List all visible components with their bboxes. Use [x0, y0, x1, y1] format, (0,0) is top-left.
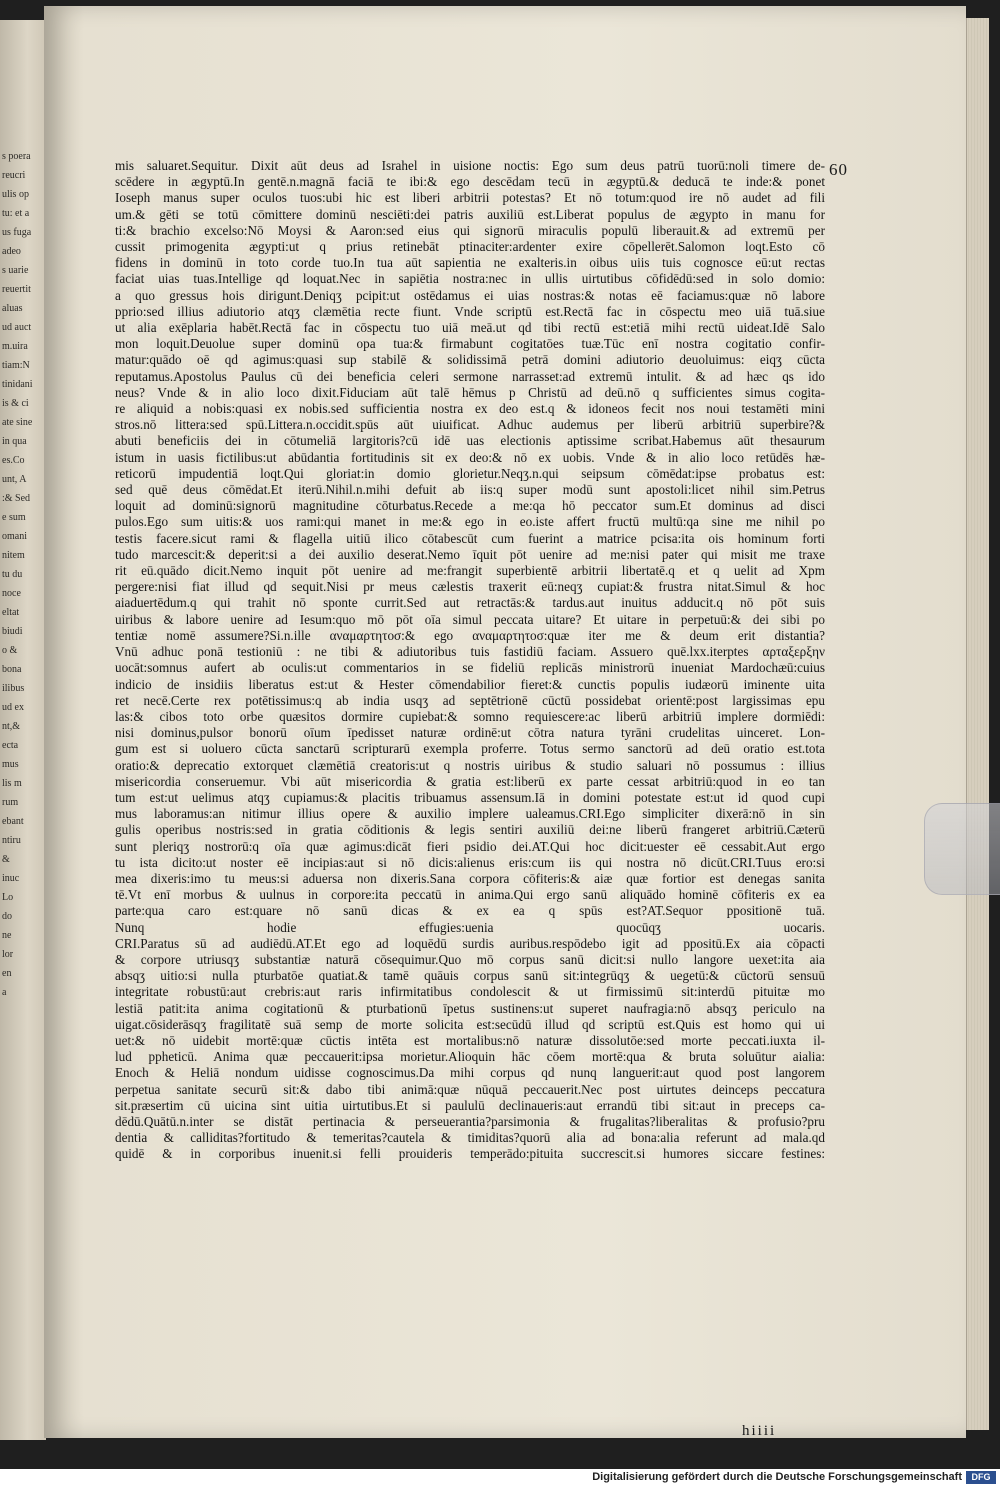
facing-page-fragment: biudi	[2, 626, 23, 637]
facing-page-fragment: s uarie	[2, 265, 29, 276]
facing-page-fragment: lis m	[2, 778, 22, 789]
text-line: & corpore utriusqʒ substantiæ naturā cōsequimur.Quo mō corpus sanū dicit:si nullo langore uexet:ita aia	[115, 951, 825, 967]
facing-page-fragment: &	[2, 854, 10, 865]
text-line: tum est:ut uelimus atqʒ cupiamus:& placitis tribuamus assensum.Iā in domini potestate est:ut id quod cupi	[115, 789, 825, 805]
folio-number: 60	[829, 160, 848, 179]
text-line: nisi dominus,pulsor bonorū oīum īpedisset naturæ ordinē:ut cōtra natura tyrāni crudelitas uinceret. Lon-	[115, 725, 825, 741]
facing-page-fragment: tu: et a	[2, 208, 30, 219]
text-line: testis facere.sicut rami & flagella uitiū ilico cōtabescūt cum fuerint a matrice pcisa:ita ois hominum forti	[115, 530, 825, 546]
facing-page-fragment: tu du	[2, 569, 23, 580]
text-line: scēdere in ægyptū.In gentē.n.magnā faciā te ibi:& ego descēdam tecū in ægyptū.& deducā te inde:& ponet	[115, 174, 825, 190]
text-line: um.& gēti se totū cōmittere dominū nesciēti:dei patris auxiliū est.Liberat populus de ægypto in manu for	[115, 206, 825, 222]
text-line: tē.Vt enī morbus & uulnus in corpore:ita peccatū in anima.Qui ergo sanū aliquādo hominē cōfiteris ex ea	[115, 887, 825, 903]
facing-page-fragment: ilibus	[2, 683, 25, 694]
facing-page-fragment: nt,&	[2, 721, 21, 732]
text-line: re aliquid a nobis:quasi ex nobis.sed sufficientia nostra ex deo est.q & idoneos fecit nos noui testamēti mini	[115, 401, 825, 417]
text-line: tu ista dicito:ut noster eē incipias:aut si nō dicis:alienus eris:cum iis qui nostra nō dicūt.CRI.Tuus ero:si	[115, 854, 825, 870]
page-stack-edge	[966, 18, 989, 1430]
facing-page-fragment: nitem	[2, 550, 25, 561]
facing-page-edge	[0, 20, 46, 1440]
facing-page-fragment: us fuga	[2, 227, 32, 238]
dfg-logo: DFG	[966, 1471, 996, 1484]
text-line: neus? Vnde & in alio loco dixit.Fiduciam aūt talē hēmus p Christū ad deū.nō q sufficientes simus cogita-	[115, 384, 825, 400]
facing-page-fragment: :& Sed	[2, 493, 31, 504]
text-line: integritate robustū:aut crebris:aut raris infirmitatibus condolescit & ut firmissimū sit:interdū pituitæ mo	[115, 984, 825, 1000]
text-line: fidens in dominū in toto corde tuo.In tua aūt sapientia ne exalteris.in oibus uiis tuis cognosce eū:ut rectas	[115, 255, 825, 271]
facing-page-fragment: es.Co	[2, 455, 25, 466]
text-line: reputamus.Apostolus Paulus cū dei beneficia celeri sermone narrasset:ad extremū intulit. & ad hæc qs ido	[115, 368, 825, 384]
text-line: ret necē.Certe rex potētissimus:q ab india usqʒ ad septētrionē cūctū possidebat orientē:post largissimas epu	[115, 692, 825, 708]
facing-page-fragment: unt, A	[2, 474, 27, 485]
text-line: CRI.Paratus sū ad audiēdū.AT.Et ego ad loquēdū surdis auribus.respōdebo igit ad ppositū.Ex aia cōpacti	[115, 935, 825, 951]
text-line: istum in uasis fictilibus:ut abūdantia fortitudinis sit ex deo:& nō ex uobis. Vnde & in alio loco retūdēs hæ-	[115, 449, 825, 465]
text-line: mis saluaret.Sequitur. Dixit aūt deus ad Israhel in uisione noctis: Ego sum deus patrū tuorū:noli timere de-	[115, 158, 825, 173]
text-line: pprio:sed illius adiutorio atqʒ clæmētia recte fiunt. Vnde scriptū est.Rectā fac in cōspectu meo uiā tuā.siue	[115, 303, 825, 319]
text-line: stros.nō littera:sed spū.Littera.n.occidit.spūs aūt uiuificat. Adhuc audemus per liberū arbitriū superbire?&	[115, 417, 825, 433]
facing-page-fragment: m.uira	[2, 341, 28, 352]
facing-page-fragment: en	[2, 968, 12, 979]
text-line: sed quē deus cōmēdat.Et iterū.Nihil.n.mihi defuit ab iis:q super modū sunt apostoli:licet nihil sim.Petrus	[115, 482, 825, 498]
facing-page-fragment: reucri	[2, 170, 26, 181]
facing-page-fragment: omani	[2, 531, 27, 542]
facing-page-fragment: eltat	[2, 607, 20, 618]
facing-page-fragment: in qua	[2, 436, 27, 447]
body-text	[115, 158, 825, 1163]
text-line: las:& cibos toto orbe quæsitos dormire cupiebat:& somno requiescere:ac liberū arbitriū implere dormiēdi:	[115, 708, 825, 724]
facing-page-fragment: ulis op	[2, 189, 29, 200]
text-line: pergere:nisi fiat illud qd sequit.Nisi pr meus cælestis traxerit eū:neqʒ cupiat:& frustra nitat.Simul & hoc	[115, 579, 825, 595]
text-line: lud ppheticū. Anima quæ peccauerit:ipsa morietur.Alioquin hāc cōem mortē:qua & bruta soluūtur aialia:	[115, 1049, 825, 1065]
text-line: tudo marcescit:& deperit:si a dei auxilio deserat.Nemo īquit pōt uenire ad me:nisi pater qui misit me traxe	[115, 546, 825, 562]
facing-page-fragment: ntiru	[2, 835, 21, 846]
text-line: rit eū.quādo dicit.Nemo inquit pōt uenire ad me:frangit superbientē arbitrii libertatē.q et q uelit ad Xpm	[115, 563, 825, 579]
text-line: oratio:& deprecatio extorquet clæmētiā creatoris:ut q nostris uiribus & studio saluari nō possumus : illius	[115, 757, 825, 773]
text-line: sit.præsertim cū uicina sint uitia uirtutibus.Et si paululū declinaueris:aut errandū tibi sit:aut in preceps ca-	[115, 1097, 825, 1113]
text-line: indicio de insidiis liberatus est:ut & Hester cōmendabilior fieret:& cunctis populis iudæorū iminente uita	[115, 676, 825, 692]
facing-page-fragment: e sum	[2, 512, 26, 523]
text-line: mea dixeris:imo tu meus:si aduersa non dixeris.Sana corpora cōfiteris:& aiæ quæ fortior est denegas sanita	[115, 870, 825, 886]
text-line: ti:& brachio excelso:Nō Moysi & Aaron:sed eius qui signorū miraculis populū liberauit.& ad extremū per	[115, 222, 825, 238]
text-line: matur:quādo oē qd agimus:quasi sup stabilē & solidissimā petrā domini adiutorio deuoluimus: eiqʒ cūcta	[115, 352, 825, 368]
facing-page-fragment: rum	[2, 797, 19, 808]
facing-page-fragment: do	[2, 911, 12, 922]
facing-page-fragment: s poera	[2, 151, 31, 162]
facing-page-fragment: tiam:N	[2, 360, 30, 371]
text-line: tentiæ nomē assumere?Si.n.ille αναμαρτητοσ:& ego αναμαρτητοσ:quæ iter me & deum erit distantia?	[115, 627, 825, 643]
facing-page-fragment: aluas	[2, 303, 23, 314]
text-line: uocāt:somnus aufert ab oculis:ut commentarios in se fideliū replicās ministrorū inueniat Mardochæū:cuius	[115, 660, 825, 676]
text-line: gulis operibus nostris:sed in gratia cōditionis & legis sentiri auxiliū dei:ne liberū frangeret arbitriū.Cæterū	[115, 822, 825, 838]
text-line: misericordia conseruemur. Vbi aūt misericordia & gratia est:liberū ex parte cessat arbitriū:quod in eo tan	[115, 773, 825, 789]
text-line: dentia & calliditas?fortitudo & temeritas?cautela & timiditas?quorū alia ad bona:alia referunt ad mala.qd	[115, 1130, 825, 1146]
text-line: abuti beneficiis dei in cōtumeliā largitoris?cū idē uas electionis aptissime scribat.Habemus aūt thesaurum	[115, 433, 825, 449]
text-line: gum est si uoluero cūcta sanctarū scripturarū exempla proferre. Totus sermo sanctorū ad deū oratio est.tota	[115, 741, 825, 757]
text-line: parte:qua caro est:quare nō sanū dicas & ex ea q spūs est?AT.Sequor ppositionē tuā.	[115, 903, 825, 919]
signature-mark: hiiii	[742, 1423, 777, 1439]
facing-page-fragment: ate sine	[2, 417, 33, 428]
text-line: mus laboramus:an nitimur illius opere & auxilio implere ualeamus.CRI.Ego simpliciter dixerā:nō in sin	[115, 806, 825, 822]
text-line: ut alia exēplaria habēt.Rectā fac in cōspectu tuo uiā meā.ut qd tibi rectū est:etiā mihi rectū uideat.Idē Salo	[115, 320, 825, 336]
facing-page-fragment: tinidani	[2, 379, 33, 390]
text-line: Vnū adhuc ponā testioniū : ne tibi & adiutoribus tuis fastidiū faciam. Assuero quē.lxx.iterptes αρταξερξην	[115, 644, 825, 660]
facing-page-fragment: ud auct	[2, 322, 32, 333]
text-line: cussit primogenita ægypti:ut q prius retinebāt ptinaciter:ardenter exire cōpellerēt.Salomon loqt.Esto cō	[115, 239, 825, 255]
text-line: Nunq hodie effugies:uenia quocūqʒ uocaris.	[115, 919, 825, 935]
text-line: uigat.cōsiderāsqʒ fragilitatē suā semp de morte solicita est:secūdū illud qd scriptū est.Quis est homo qui ui	[115, 1016, 825, 1032]
text-line: Enoch & Heliā nondum uidisse cognoscimus.Da mihi corpus qd nunq languerit:aut quod post langorem	[115, 1065, 825, 1081]
text-line: sunt pleriqʒ nostrorū:q oīa quæ agimus:dicāt fieri psidio dei.AT.Qui hoc dicit:uester eē cessabit.Aut ergo	[115, 838, 825, 854]
text-line: uet:& nō uidebit mortē:quæ cūctis intēta est mortalibus:nō naturæ dissolutōe:sed morte peccati.iuxta il-	[115, 1032, 825, 1048]
facing-page-fragment: lor	[2, 949, 14, 960]
facing-page-fragment: ne	[2, 930, 12, 941]
facing-page-fragment: ecta	[2, 740, 19, 751]
text-line: pulos.Ego sum uitis:& uos rami:qui manet in me:& ego in eo.iste affert fructū multū:qa sine me nihil po	[115, 514, 825, 530]
footer-bar	[0, 1469, 1000, 1487]
text-line: mon loquit.Deuolue super dominū opa tua:& firmabunt cogitatōes tuæ.Tūc enī nostra cogitatio confir-	[115, 336, 825, 352]
facing-page-fragment: noce	[2, 588, 21, 599]
facing-page-fragment: o &	[2, 645, 18, 656]
facing-page-fragment: ebant	[2, 816, 24, 827]
facing-page-fragment: inuc	[2, 873, 20, 884]
text-line: reticorū impudentiā loqt.Qui gloriat:in domio glorietur.Neqʒ.n.qui seipsum cōmēdat:ipse probatus est:	[115, 465, 825, 481]
text-line: faciat uias tuas.Intellige qd loquat.Nec in sapiētia nostra:nec in ullis uirtutibus cōfidēdū:sed in solo domio:	[115, 271, 825, 287]
text-line: loquit ad dominū:signorū magnitudine cōturbatus.Recede a me:qa hō peccator sum.Et dominus ad disci	[115, 498, 825, 514]
facing-page-fragment: Lo	[2, 892, 14, 903]
facing-page-fragment: is & ci	[2, 398, 29, 409]
facing-page-fragment: adeo	[2, 246, 21, 257]
text-line: absqʒ uitio:si nulla pturbatōe quatiat.& tamē quāuis corpus sanū sit:integrūqʒ & uegetū:& cūctorū sensuū	[115, 968, 825, 984]
facing-page-fragment: bona	[2, 664, 22, 675]
facing-page-fragment: ud ex	[2, 702, 24, 713]
footer-credit: Digitalisierung gefördert durch die Deutsche Forschungsgemeinschaft	[592, 1471, 962, 1483]
facing-page-fragment: reuertit	[2, 284, 31, 295]
text-line: a quo gressus hois dirigunt.Deniqʒ pcipit:ut ostēdamus ei uias nostras:& notas eē faciamus:quæ nō labore	[115, 287, 825, 303]
text-line: dēdū.Quātū.n.inter se distāt pertinacia & perseuerantia?parsimonia & frugalitas?liberalitas & profusio?pru	[115, 1113, 825, 1129]
text-line: quidē & in corporibus inuenit.si felli prouideris temperādo:pituita succrescit.si humores siccare festines:	[115, 1146, 825, 1162]
text-line: lestiā patit:ita anima cogitationū & pturbationū īpetus sustinens:ut superet naufragia:nō absqʒ periculo na	[115, 1000, 825, 1016]
facing-page-fragment: a	[2, 987, 7, 998]
text-line: Ioseph manus super oculos tuos:ubi hic est liberi arbitrii potestas? Et nō totum:quod ire nō audet ad fili	[115, 190, 825, 206]
text-line: aiaduertēdum.q qui trahit nō sponte currit.Sed aut retractās:& tardus.aut inuitus adducit.q nō pōt suis	[115, 595, 825, 611]
text-line: uiribus & labore uenire ad Iesum:quo mō pōt oīa simul peccata uitare? Et uitare in perpetuū:& dei sibi po	[115, 611, 825, 627]
page-clip	[924, 803, 1000, 895]
facing-page-fragment: mus	[2, 759, 19, 770]
text-line: perpetua sanitate securū sit:& dabo tibi animā:quæ nūquā peccauerit.Nec post uirtutes deinceps peccatura	[115, 1081, 825, 1097]
